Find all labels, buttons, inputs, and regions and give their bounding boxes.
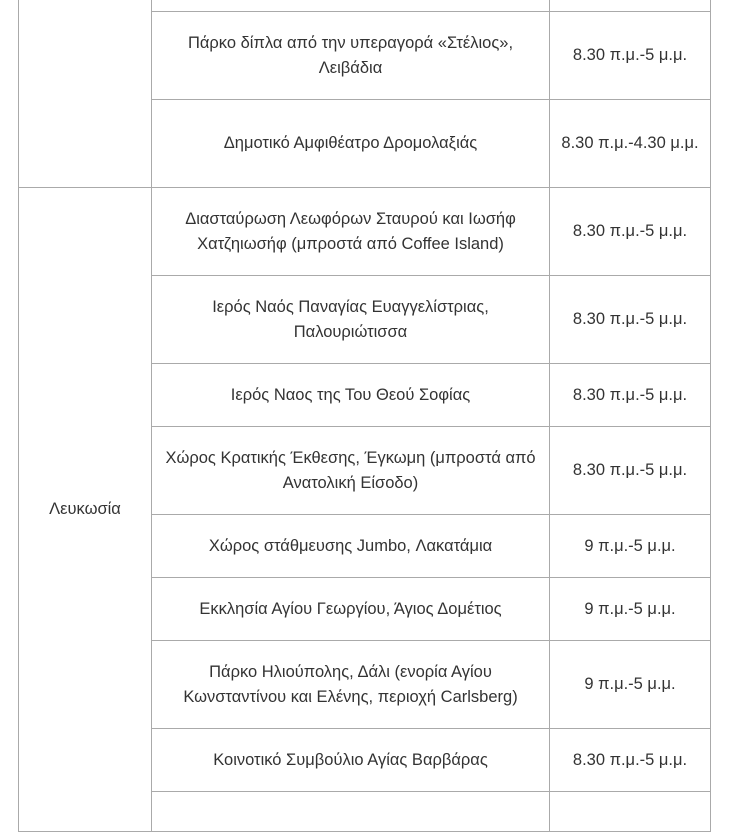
- location-cell: [152, 364, 550, 427]
- location-name: Πάρκο Ηλιούπολης, Δάλι (ενορία Αγίου Κωνσταντίνου και Ελένης, περιοχή Carlsberg): [183, 662, 518, 706]
- opening-hours: 9 π.μ.-5 μ.μ.: [584, 599, 676, 618]
- location-name: Δημοτικό Αμφιθέατρο Δρομολαξιάς: [223, 134, 478, 152]
- hours-cell: [550, 729, 711, 792]
- opening-hours: 8.30 π.μ.-5 μ.μ.: [572, 310, 688, 328]
- location-name: Ιερός Ναός Παναγίας Ευαγγελίστριας, Παλουριώτισσα: [212, 297, 489, 341]
- location-name: Διασταύρωση Λεωφόρων Σταυρού και Ιωσήφ Χατζηιωσήφ (μπροστά από Coffee Island): [185, 209, 516, 253]
- hours-cell: [550, 188, 711, 276]
- hours-cell: [550, 0, 711, 12]
- opening-hours: 8.30 π.μ.-4.30 μ.μ.: [561, 134, 699, 152]
- location-name: Χώρος Κρατικής Έκθεσης, Έγκωμη (μπροστά από Ανατολική Είσοδο): [165, 448, 536, 492]
- location-cell: [152, 100, 550, 188]
- location-cell: [152, 12, 550, 100]
- district-name: Λευκωσία: [49, 500, 121, 518]
- schedule-table-body: [19, 0, 711, 832]
- location-name: Ιερός Ναος της Του Θεού Σοφίας: [230, 385, 471, 404]
- opening-hours: 8.30 π.μ.-5 μ.μ.: [572, 385, 688, 404]
- location-cell: [152, 641, 550, 729]
- location-cell: [152, 0, 550, 12]
- opening-hours: 9 π.μ.-5 μ.μ.: [584, 536, 676, 555]
- location-cell: [152, 188, 550, 276]
- hours-cell: [550, 100, 711, 188]
- hours-cell: [550, 12, 711, 100]
- opening-hours: 9 π.μ.-5 μ.μ.: [584, 675, 676, 693]
- hours-cell: [550, 364, 711, 427]
- district-cell: [19, 0, 152, 188]
- location-cell: [152, 729, 550, 792]
- table-row: [19, 188, 711, 276]
- location-cell: [152, 427, 550, 515]
- location-name: Εκκλησία Αγίου Γεωργίου, Άγιος Δομέτιος: [199, 599, 502, 618]
- location-cell: [152, 578, 550, 641]
- vaccination-schedule-table: [18, 0, 711, 832]
- opening-hours: 8.30 π.μ.-5 μ.μ.: [572, 461, 688, 479]
- location-name: Κοινοτικό Συμβούλιο Αγίας Βαρβάρας: [213, 750, 488, 769]
- hours-cell: [550, 792, 711, 832]
- location-cell: [152, 792, 550, 832]
- hours-cell: [550, 276, 711, 364]
- hours-cell: [550, 515, 711, 578]
- hours-cell: [550, 427, 711, 515]
- hours-cell: [550, 641, 711, 729]
- table-row: [19, 0, 711, 12]
- opening-hours: 8.30 π.μ.-5 μ.μ.: [572, 46, 688, 64]
- location-cell: [152, 515, 550, 578]
- hours-cell: [550, 578, 711, 641]
- district-cell: [19, 188, 152, 832]
- opening-hours: 8.30 π.μ.-5 μ.μ.: [572, 222, 688, 240]
- location-name: Πάρκο δίπλα από την υπεραγορά «Στέλιος», Λειβάδια: [187, 33, 514, 77]
- location-name: Χώρος στάθμευσης Jumbo, Λακατάμια: [208, 536, 493, 555]
- opening-hours: 8.30 π.μ.-5 μ.μ.: [572, 750, 688, 769]
- location-cell: [152, 276, 550, 364]
